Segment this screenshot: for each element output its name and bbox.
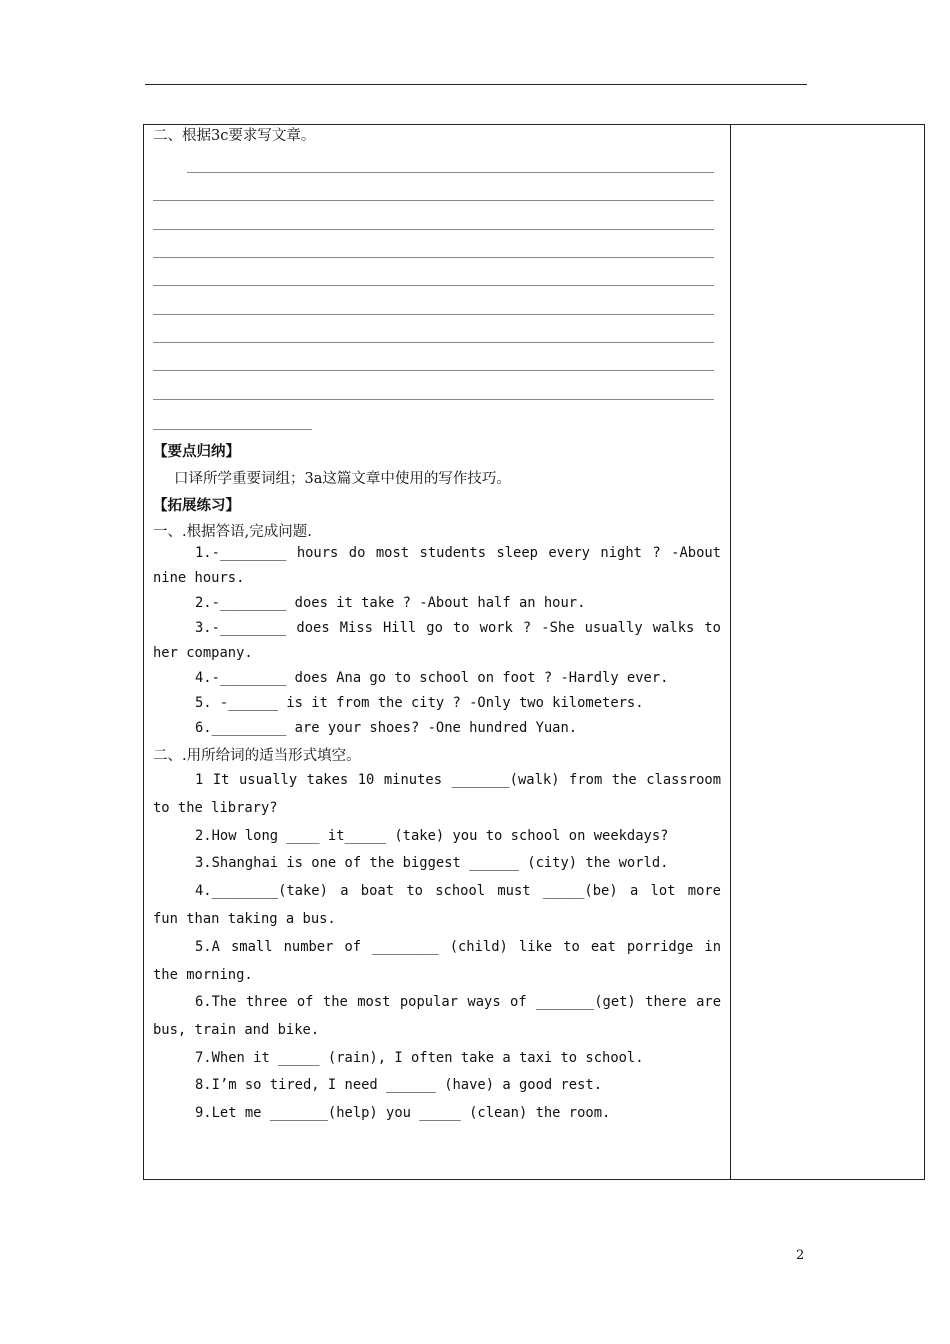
writing-line	[153, 342, 714, 343]
exercise-line: 9.Let me _______(help) you _____ (clean) the room.	[195, 1105, 611, 1121]
writing-line	[153, 370, 714, 371]
exercise-line: 5.A small number of ________ (child) like to eat porridge in	[195, 939, 721, 955]
question-line: her company.	[153, 645, 253, 661]
question-line: 3.-________ does Miss Hill go to work ? -She usually walks to	[195, 620, 721, 636]
exercise-line: 7.When it _____ (rain), I often take a taxi to school.	[195, 1050, 644, 1066]
exercise-line: bus, train and bike.	[153, 1022, 320, 1038]
question-line: 4.-________ does Ana go to school on foot ? -Hardly ever.	[195, 670, 669, 686]
exercise-line: the morning.	[153, 967, 253, 983]
writing-line	[153, 229, 714, 230]
summary-heading: 【要点归纳】	[153, 443, 240, 460]
page-number: 2	[796, 1248, 805, 1263]
question-line: 6._________ are your shoes? -One hundred Yuan.	[195, 720, 578, 736]
exercise-line: fun than taking a bus.	[153, 911, 336, 927]
writing-line	[153, 200, 714, 201]
writing-line	[153, 399, 714, 400]
part2-title: 二、.用所给词的适当形式填空。	[153, 748, 361, 764]
exercise-line: 4.________(take) a boat to school must _____(be) a lot more	[195, 883, 721, 899]
writing-line	[187, 172, 714, 173]
question-line: 2.-________ does it take ? -About half an hour.	[195, 595, 586, 611]
exercise-line: 2.How long ____ it_____ (take) you to school on weekdays?	[195, 828, 669, 844]
part1-title: 一、.根据答语,完成问题.	[153, 524, 312, 540]
practice-heading: 【拓展练习】	[153, 497, 240, 514]
summary-text: 口译所学重要词组；3a这篇文章中使用的写作技巧。	[174, 471, 511, 487]
exercise-line: 1 It usually takes 10 minutes _______(walk) from the classroom	[195, 772, 721, 788]
writing-line	[153, 429, 312, 430]
question-line: 1.-________ hours do most students sleep every night ? -About	[195, 545, 721, 561]
exercise-line: to the library?	[153, 800, 278, 816]
writing-heading: 二、根据3c要求写文章。	[153, 128, 316, 144]
header-rule	[145, 84, 807, 85]
writing-line	[153, 257, 714, 258]
exercise-line: 8.I’m so tired, I need ______ (have) a good rest.	[195, 1077, 603, 1093]
exercise-line: 3.Shanghai is one of the biggest ______ (city) the world.	[195, 855, 669, 871]
question-line: nine hours.	[153, 570, 245, 586]
question-line: 5. -______ is it from the city ? -Only two kilometers.	[195, 695, 644, 711]
exercise-line: 6.The three of the most popular ways of _______(get) there are	[195, 994, 721, 1010]
writing-line	[153, 314, 714, 315]
table-column-divider	[730, 124, 731, 1180]
writing-line	[153, 285, 714, 286]
